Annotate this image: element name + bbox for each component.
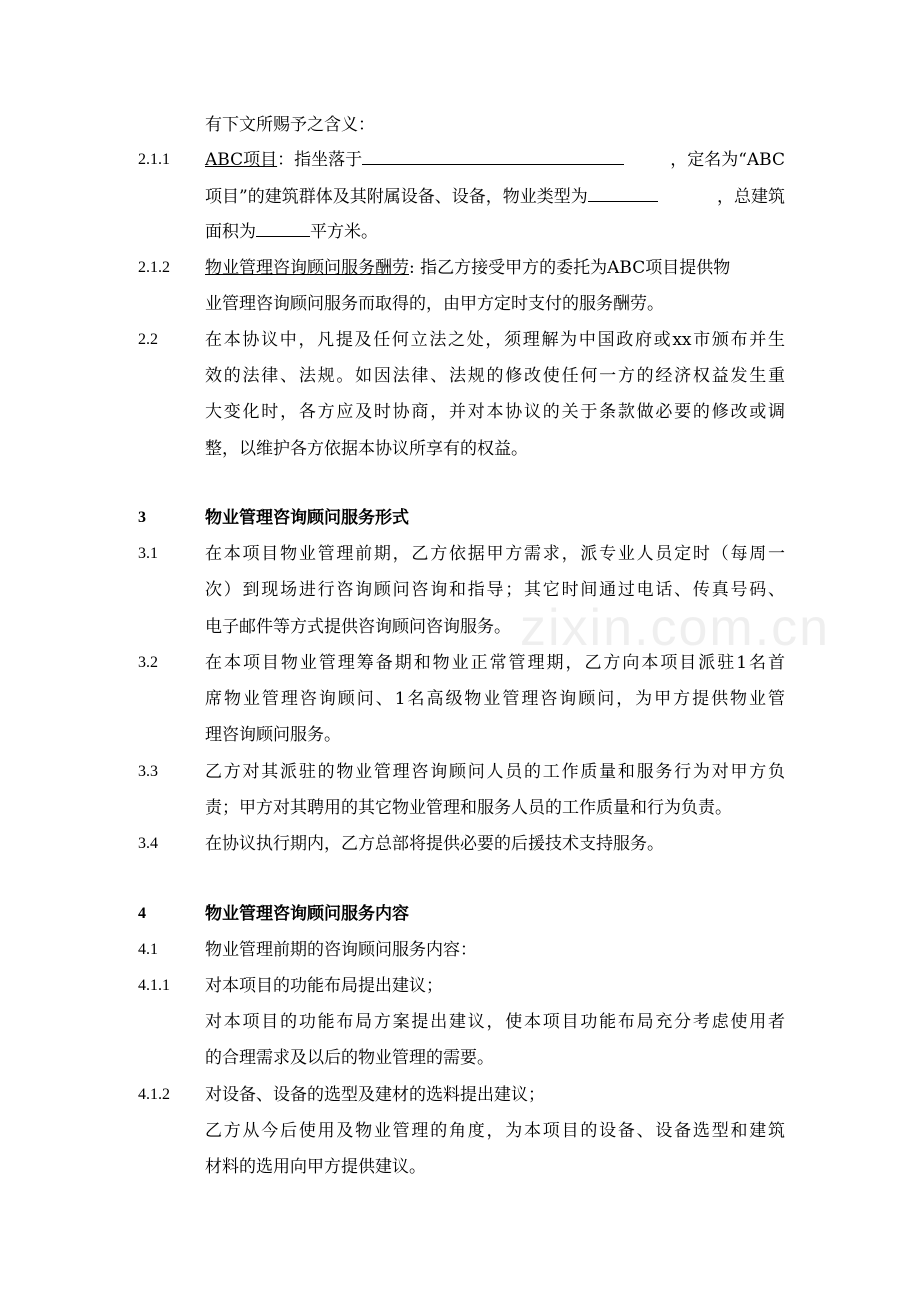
clause-number: 3.4: [138, 835, 158, 852]
text-line: 材料的选用向甲方提供建议。: [205, 1157, 426, 1177]
text-fragment: 项目”的建筑群体及其附属设备、设备，物业类型为: [205, 187, 588, 207]
text-line: 整，以维护各方依据本协议所享有的权益。: [205, 439, 528, 459]
section-heading: 物业管理咨询顾问服务形式: [205, 508, 409, 528]
clause-number: 4.1: [138, 941, 158, 958]
text-line: 在本项目物业管理筹备期和物业正常管理期，乙方向本项目派驻1名首: [205, 653, 785, 673]
text-line: 效的法律、法规。如因法律、法规的修改使任何一方的经济权益发生重: [205, 366, 785, 386]
clause-number: 4.1.2: [138, 1086, 170, 1103]
text-line: 对设备、设备的选型及建材的选料提出建议；: [205, 1085, 545, 1105]
section-number: 3: [138, 509, 146, 526]
text-fragment: ，定名为“ABC: [670, 150, 785, 170]
text-line: 理咨询顾问服务。: [205, 725, 341, 745]
text-line: 乙方从今后使用及物业管理的角度，为本项目的设备、设备选型和建筑: [205, 1121, 785, 1141]
text-line: 物业管理前期的咨询顾问服务内容：: [205, 940, 477, 960]
text-line: 有下文所赐予之含义：: [205, 115, 375, 135]
text-line: 在本项目物业管理前期，乙方依据甲方需求，派专业人员定时（每周一: [205, 544, 785, 564]
text-line: 在协议执行期内，乙方总部将提供必要的后援技术支持服务。: [205, 834, 664, 854]
defined-term: ABC项目: [205, 150, 278, 170]
text-line: 业管理咨询顾问服务而取得的，由甲方定时支付的服务酬劳。: [205, 294, 664, 314]
text-line: 的合理需求及以后的物业管理的需要。: [205, 1048, 494, 1068]
watermark: zixin.com.cn: [520, 599, 831, 657]
text-line: 大变化时，各方应及时协商，并对本协议的关于条款做必要的修改或调: [205, 402, 785, 422]
fill-blank: [256, 222, 310, 237]
clause-number: 4.1.1: [138, 977, 170, 994]
text-line: 在本协议中，凡提及任何立法之处，须理解为中国政府或xx市颁布并生: [205, 330, 785, 350]
text-line: [205, 258, 785, 278]
text-line: 责；甲方对其聘用的其它物业管理和服务人员的工作质量和行为负责。: [205, 798, 732, 818]
text-fragment: ，总建筑: [717, 187, 785, 207]
clause-number: 3.3: [138, 763, 158, 780]
text-fragment: 平方米。: [310, 222, 378, 242]
clause-number: 3.1: [138, 545, 158, 562]
clause-number: 2.2: [138, 331, 158, 348]
text-line: [205, 187, 785, 207]
text-fragment: 面积为: [205, 222, 256, 242]
text-line: 乙方对其派驻的物业管理咨询顾问人员的工作质量和服务行为对甲方负: [205, 762, 785, 782]
text-line: 席物业管理咨询顾问、1名高级物业管理咨询顾问，为甲方提供物业管: [205, 689, 785, 709]
text-line: [205, 150, 785, 170]
text-line: [205, 222, 785, 242]
text-fragment: ：指坐落于: [277, 150, 363, 170]
text-line: 对本项目的功能布局提出建议；: [205, 976, 443, 996]
text-line: 电子邮件等方式提供咨询顾问咨询服务。: [205, 617, 511, 637]
text-line: 对本项目的功能布局方案提出建议，使本项目功能布局充分考虑使用者: [205, 1012, 785, 1032]
defined-term: 物业管理咨询顾问服务酬劳: [205, 258, 409, 278]
text-fragment: : 指乙方接受甲方的委托为ABC项目提供物: [409, 258, 731, 278]
fill-blank: [362, 150, 624, 165]
clause-number: 3.2: [138, 654, 158, 671]
clause-number: 2.1.1: [138, 151, 170, 168]
fill-blank: [588, 187, 658, 202]
clause-number: 2.1.2: [138, 259, 170, 276]
section-heading: 物业管理咨询顾问服务内容: [205, 904, 409, 924]
section-number: 4: [138, 905, 146, 922]
text-line: 次）到现场进行咨询顾问咨询和指导；其它时间通过电话、传真号码、: [205, 580, 785, 600]
